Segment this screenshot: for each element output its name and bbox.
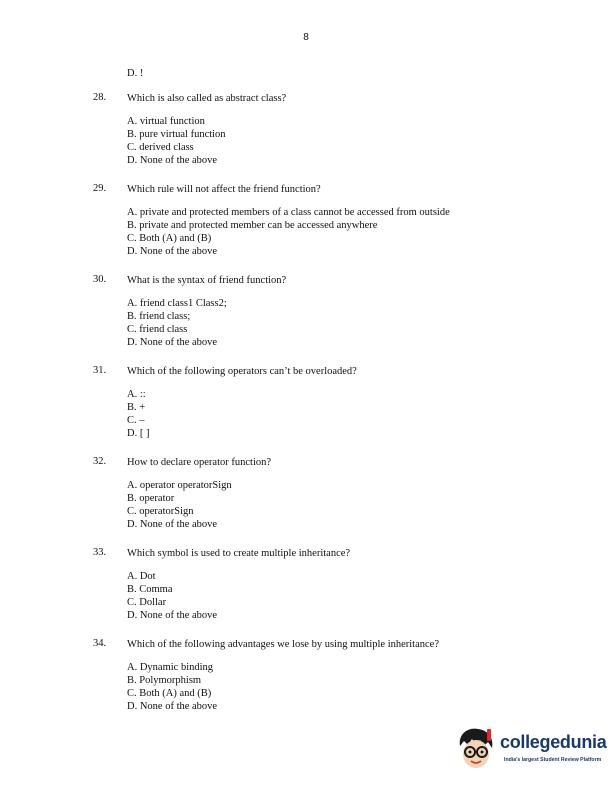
question-text: How to declare operator function? xyxy=(127,457,272,468)
question-30 xyxy=(0,274,612,349)
question-32 xyxy=(0,456,612,531)
option-b: B. private and protected member can be accessed anywhere xyxy=(127,220,378,231)
option-d: D. None of the above xyxy=(127,246,218,257)
option-d: D. None of the above xyxy=(127,610,218,621)
question-number: 34. xyxy=(93,638,107,649)
question-number: 29. xyxy=(93,183,107,194)
option-c: C. operatorSign xyxy=(127,506,194,517)
option-list xyxy=(127,297,612,349)
mascot-face-icon xyxy=(454,726,498,772)
option-list xyxy=(127,479,612,531)
question-text: Which rule will not affect the friend function? xyxy=(127,184,321,195)
option-a: A. virtual function xyxy=(127,116,205,127)
question-list xyxy=(0,92,612,729)
option-a: A. Dot xyxy=(127,571,156,582)
option-a: A. friend class1 Class2; xyxy=(127,298,227,309)
question-29 xyxy=(0,183,612,258)
option-list xyxy=(127,661,612,713)
option-list xyxy=(127,115,612,167)
question-28 xyxy=(0,92,612,167)
question-34 xyxy=(0,638,612,713)
option-a: A. Dynamic binding xyxy=(127,662,214,673)
option-a: A. operator operatorSign xyxy=(127,480,232,491)
option-b: B. + xyxy=(127,402,146,413)
option-list xyxy=(127,206,612,258)
option-a: A. :: xyxy=(127,389,146,400)
option-list xyxy=(127,388,612,440)
question-33 xyxy=(0,547,612,622)
option-list xyxy=(127,570,612,622)
option-d: D. None of the above xyxy=(127,155,218,166)
option-c: C. friend class xyxy=(127,324,188,335)
question-number: 32. xyxy=(93,456,107,467)
option-d: D. None of the above xyxy=(127,519,218,530)
previous-question-option: D. ! xyxy=(127,68,144,79)
option-b: B. Comma xyxy=(127,584,173,595)
option-c: C. derived class xyxy=(127,142,194,153)
question-text: Which is also called as abstract class? xyxy=(127,93,287,104)
option-b: B. operator xyxy=(127,493,175,504)
option-c: C. Dollar xyxy=(127,597,167,608)
question-text: Which of the following advantages we lose by using multiple inheritance? xyxy=(127,639,439,650)
question-number: 30. xyxy=(93,274,107,285)
question-text: Which symbol is used to create multiple inheritance? xyxy=(127,548,351,559)
option-d: D. None of the above xyxy=(127,701,218,712)
option-d: D. [ ] xyxy=(127,428,150,439)
option-d: D. None of the above xyxy=(127,337,218,348)
logo-wordmark: collegedunia xyxy=(500,732,607,752)
question-number: 28. xyxy=(93,92,107,103)
question-text: What is the syntax of friend function? xyxy=(127,275,287,286)
collegedunia-logo xyxy=(448,722,608,774)
logo-tagline: India's largest Student Review Platform xyxy=(504,757,602,763)
question-number: 31. xyxy=(93,365,107,376)
option-c: C. Both (A) and (B) xyxy=(127,233,212,244)
question-text: Which of the following operators can’t be overloaded? xyxy=(127,366,357,377)
question-number: 33. xyxy=(93,547,107,558)
option-a: A. private and protected members of a class cannot be accessed from outside xyxy=(127,207,450,218)
option-b: B. pure virtual function xyxy=(127,129,226,140)
option-b: B. Polymorphism xyxy=(127,675,202,686)
question-31 xyxy=(0,365,612,440)
option-c: C. – xyxy=(127,415,145,426)
option-b: B. friend class; xyxy=(127,311,191,322)
page-number: 8 xyxy=(303,32,309,43)
option-c: C. Both (A) and (B) xyxy=(127,688,212,699)
